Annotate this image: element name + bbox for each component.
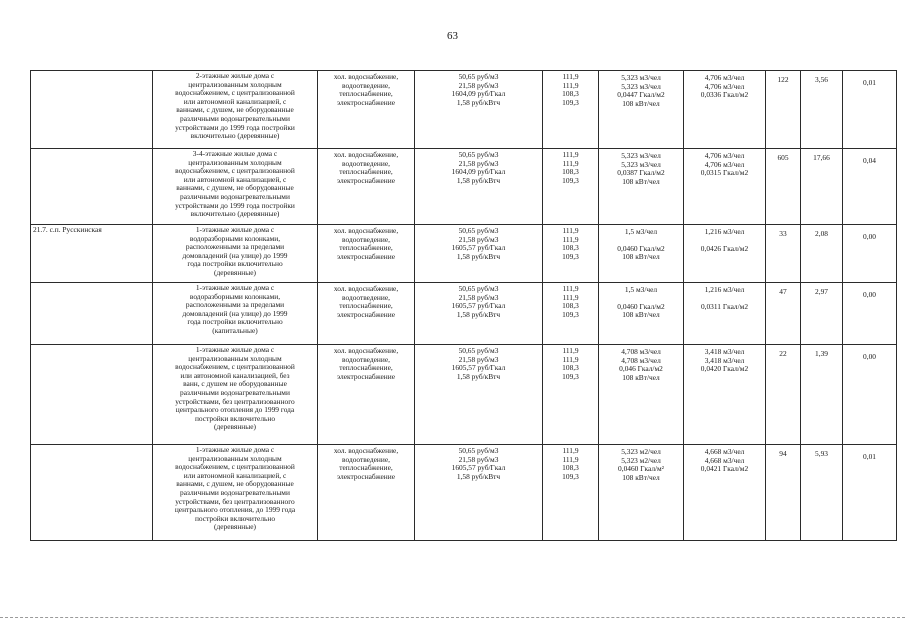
- norm-current-line: 0,0460 Гкал/м2: [617, 301, 665, 311]
- coef-cell: [843, 283, 897, 345]
- description-line: централизованным холодным: [188, 353, 282, 363]
- value-text: 17,66: [813, 153, 830, 162]
- tariffs-line: 50,65 руб/м3: [458, 346, 499, 355]
- norm-current-line: 1,5 м3/чел: [624, 227, 658, 236]
- norm-current-line: 108 кВт/чел: [622, 372, 660, 382]
- settlement-cell: [31, 445, 153, 541]
- tariffs-cell: [415, 445, 543, 541]
- indices-line: 108,3: [562, 301, 579, 311]
- services-line: теплоснабжение,: [339, 243, 393, 253]
- table-row: [31, 225, 897, 283]
- services-line: электроснабжение: [337, 251, 395, 261]
- indices-cell: [543, 445, 599, 541]
- description-line: различными водонагревательными: [180, 487, 290, 497]
- tariffs-line: 21,58 руб/м3: [458, 454, 499, 464]
- count-cell: [766, 345, 801, 445]
- value-cell: [801, 225, 843, 283]
- indices-line: 111,9: [562, 72, 579, 81]
- services-line: хол. водоснабжение,: [333, 150, 399, 159]
- tariffs-line: 21,58 руб/м3: [458, 80, 499, 90]
- norm-current-cell: [599, 225, 684, 283]
- norm-new-cell: [684, 283, 766, 345]
- tariffs-line: 1605,57 руб/Гкал: [451, 301, 506, 311]
- norm-current-line: 108 кВт/чел: [622, 472, 660, 482]
- indices-line: 108,3: [562, 363, 579, 373]
- services-line: теплоснабжение,: [339, 89, 393, 99]
- description-line: 1-этажные жилые дома с: [195, 283, 275, 292]
- value-cell: [801, 283, 843, 345]
- description-line: 1-этажные жилые дома с: [195, 345, 275, 354]
- indices-line: 111,9: [562, 284, 579, 293]
- norm-new-line: 3,418 м3/чел: [704, 355, 745, 365]
- tariffs-cell: [415, 283, 543, 345]
- description-line: различными водонагревательными: [180, 113, 290, 123]
- norm-current-line: 5,323 м3/чел: [621, 73, 661, 82]
- indices-cell: [543, 283, 599, 345]
- services-line: хол. водоснабжение,: [333, 72, 399, 81]
- description-line: водоразборными колонками,: [189, 233, 281, 243]
- value-cell: [801, 445, 843, 541]
- coef-cell: [843, 345, 897, 445]
- settlement-cell: [31, 225, 153, 283]
- description-line: водоснабжением, с централизованной: [175, 88, 295, 98]
- services-line: электроснабжение: [337, 371, 395, 381]
- norm-current-line: 5,323 м2/чел: [621, 455, 661, 465]
- tariffs-line: 1604,09 руб/Гкал: [451, 89, 506, 99]
- services-line: теплоснабжение,: [339, 363, 393, 373]
- indices-line: 111,9: [562, 226, 579, 235]
- count-cell: [766, 225, 801, 283]
- indices-cell: [543, 71, 599, 149]
- settlement-cell: [31, 71, 153, 149]
- tariffs-line: 1605,57 руб/Гкал: [451, 463, 506, 473]
- description-line: 3-4-этажные жилые дома с: [192, 149, 278, 158]
- description-line: водоснабжением, с централизованной: [175, 462, 295, 472]
- description-line: расположенными за пределами: [185, 300, 285, 310]
- tariffs-line: 50,65 руб/м3: [458, 226, 499, 235]
- value-text: 2,97: [815, 287, 828, 296]
- coef-cell: [843, 149, 897, 225]
- norm-current-line: 108 кВт/чел: [622, 252, 660, 262]
- norm-new-cell: [684, 345, 766, 445]
- description-line: различными водонагревательными: [180, 387, 290, 397]
- count-text: 605: [777, 153, 789, 162]
- description-line: или автономной канализацией, без: [180, 370, 290, 380]
- services-line: водоотведение,: [342, 354, 390, 364]
- settlement-text: [33, 346, 150, 354]
- count-text: 22: [779, 349, 787, 358]
- description-line: централизованным холодным: [188, 453, 282, 463]
- settlement-text: 21.7. с.п. Русскинская: [33, 225, 102, 234]
- description-cell: [153, 345, 318, 445]
- indices-cell: [543, 225, 599, 283]
- settlement-cell: [31, 345, 153, 445]
- norm-current-line: 0,0460 Гкал/м²: [618, 464, 664, 474]
- indices-line: 109,3: [562, 175, 579, 185]
- tariffs-line: 1605,57 руб/Гкал: [451, 243, 506, 253]
- description-cell: [153, 283, 318, 345]
- indices-line: 108,3: [562, 463, 579, 473]
- description-line: постройки включительно: [194, 413, 276, 423]
- value-cell: [801, 345, 843, 445]
- indices-line: 111,9: [562, 454, 579, 464]
- description-cell: [153, 71, 318, 149]
- norm-current-line: 108 кВт/чел: [622, 98, 660, 108]
- norm-current-cell: [599, 283, 684, 345]
- description-line: домовладений (на улице) до 1999: [182, 308, 288, 318]
- coef-cell: [843, 71, 897, 149]
- norm-current-line: 108 кВт/чел: [622, 176, 660, 186]
- description-line: центрального отопления, до 1999 года: [174, 505, 296, 515]
- tariffs-line: 1,58 руб/кВтч: [456, 251, 501, 261]
- description-cell: [153, 149, 318, 225]
- indices-line: 109,3: [562, 371, 579, 381]
- indices-line: 111,9: [562, 234, 579, 244]
- description-line: постройки включительно: [194, 513, 276, 523]
- description-line: центрального отопления до 1999 года: [175, 405, 295, 415]
- services-line: хол. водоснабжение,: [333, 446, 399, 455]
- table-row: [31, 445, 897, 541]
- services-line: теплоснабжение,: [339, 301, 393, 311]
- tariffs-line: 50,65 руб/м3: [458, 72, 499, 81]
- tariffs-line: 50,65 руб/м3: [458, 446, 499, 455]
- description-line: водоснабжением, с централизованной: [175, 362, 295, 372]
- indices-cell: [543, 345, 599, 445]
- value-text: 2,08: [815, 229, 828, 238]
- description-line: централизованным холодным: [188, 79, 282, 89]
- norm-new-cell: [684, 225, 766, 283]
- description-line: ваннами, с душем, не оборудованные: [176, 479, 294, 489]
- value-cell: [801, 71, 843, 149]
- description-line: или автономной канализацией, с: [183, 174, 287, 184]
- indices-line: 111,9: [562, 346, 579, 355]
- description-line: ваннами, с душем, не оборудованные: [176, 105, 294, 115]
- table-row: [31, 149, 897, 225]
- tariffs-line: 1,58 руб/кВтч: [456, 471, 501, 481]
- settlement-cell: [31, 283, 153, 345]
- services-line: теплоснабжение,: [339, 463, 393, 473]
- value-text: 5,93: [815, 449, 828, 458]
- description-line: или автономной канализацией, с: [183, 470, 287, 480]
- description-line: включительно (деревянные): [190, 131, 280, 141]
- norm-current-line: 5,323 м3/чел: [621, 159, 661, 169]
- norm-current-cell: [599, 345, 684, 445]
- services-line: электроснабжение: [337, 309, 395, 319]
- settlement-text: [33, 150, 150, 158]
- norm-new-line: 0,0426 Гкал/м2: [700, 243, 749, 253]
- indices-line: 109,3: [562, 97, 579, 107]
- norm-current-line: 0,0447 Гкал/м2: [617, 90, 665, 100]
- count-cell: [766, 283, 801, 345]
- indices-line: 108,3: [562, 89, 579, 99]
- value-cell: [801, 149, 843, 225]
- description-line: (капитальные): [212, 325, 258, 335]
- table-row: [31, 71, 897, 149]
- services-cell: [318, 225, 415, 283]
- page-number: 63: [447, 30, 458, 42]
- description-line: 2-этажные жилые дома с: [195, 71, 275, 80]
- indices-line: 111,9: [562, 446, 579, 455]
- tariffs-cell: [415, 149, 543, 225]
- norm-current-line: 4,708 м3/чел: [621, 355, 661, 365]
- norm-new-line: 0,0336 Гкал/м2: [700, 90, 749, 100]
- norm-current-line: 1,5 м3/чел: [624, 285, 658, 294]
- description-line: устройствами до 1999 года постройки: [175, 122, 295, 132]
- services-line: хол. водоснабжение,: [333, 226, 399, 235]
- norm-current-line: 5,323 м3/чел: [621, 81, 661, 91]
- description-cell: [153, 445, 318, 541]
- norm-current-cell: [599, 149, 684, 225]
- count-cell: [766, 149, 801, 225]
- norm-new-line: 0,0420 Гкал/м2: [700, 364, 749, 374]
- bottom-rule: [0, 617, 905, 618]
- services-line: хол. водоснабжение,: [333, 346, 399, 355]
- value-text: 1,39: [815, 349, 828, 358]
- services-line: хол. водоснабжение,: [333, 284, 399, 293]
- coef-text: 0,01: [863, 78, 876, 87]
- description-line: домовладений (на улице) до 1999: [182, 250, 288, 260]
- norm-current-line: 0,0460 Гкал/м2: [617, 243, 665, 253]
- count-text: 122: [777, 75, 789, 84]
- description-line: расположенными за пределами: [185, 242, 285, 252]
- indices-line: 111,9: [562, 158, 579, 168]
- indices-line: 111,9: [562, 292, 579, 302]
- norm-current-cell: [599, 445, 684, 541]
- description-line: устройствами, без централизованного: [175, 496, 295, 506]
- description-line: устройствами до 1999 года постройки: [175, 200, 295, 210]
- indices-line: 109,3: [562, 471, 579, 481]
- description-line: или автономной канализацией, с: [183, 96, 287, 106]
- services-line: водоотведение,: [342, 80, 390, 90]
- norm-current-line: 5,323 м2/чел: [621, 447, 661, 456]
- norm-new-line: 1,216 м3/чел: [704, 285, 745, 294]
- services-line: электроснабжение: [337, 97, 395, 107]
- services-line: электроснабжение: [337, 175, 395, 185]
- tariffs-line: 50,65 руб/м3: [458, 284, 499, 293]
- services-cell: [318, 345, 415, 445]
- norm-new-line: 0,0311 Гкал/м2: [700, 301, 749, 311]
- indices-line: 111,9: [562, 80, 579, 90]
- description-line: централизованным холодным: [188, 157, 282, 167]
- description-cell: [153, 225, 318, 283]
- services-cell: [318, 149, 415, 225]
- description-line: 1-этажные жилые дома с: [195, 445, 275, 454]
- norm-new-line: 0,0315 Гкал/м2: [700, 168, 749, 178]
- description-line: ванн, с душем не оборудованные: [183, 379, 287, 389]
- norm-new-line: 3,418 м3/чел: [704, 347, 745, 356]
- indices-line: 111,9: [562, 150, 579, 159]
- tariffs-line: 1,58 руб/кВтч: [456, 309, 501, 319]
- norm-new-line: 0,0421 Гкал/м2: [700, 464, 749, 474]
- indices-line: 108,3: [562, 167, 579, 177]
- norm-current-cell: [599, 71, 684, 149]
- services-cell: [318, 71, 415, 149]
- count-text: 47: [779, 287, 787, 296]
- tariffs-line: 1,58 руб/кВтч: [456, 97, 501, 107]
- settlement-cell: [31, 149, 153, 225]
- coef-text: 0,00: [863, 352, 876, 361]
- description-line: различными водонагревательными: [180, 191, 290, 201]
- tariffs-cell: [415, 345, 543, 445]
- tariffs-line: 1,58 руб/кВтч: [456, 371, 501, 381]
- indices-line: 109,3: [562, 251, 579, 261]
- services-cell: [318, 283, 415, 345]
- description-line: 1-этажные жилые дома с: [195, 225, 275, 234]
- table-row: [31, 345, 897, 445]
- services-line: водоотведение,: [342, 454, 390, 464]
- indices-line: 109,3: [562, 309, 579, 319]
- tariffs-line: 1604,09 руб/Гкал: [451, 167, 506, 177]
- norm-current-line: 5,323 м3/чел: [621, 151, 661, 160]
- norm-new-cell: [684, 149, 766, 225]
- count-cell: [766, 71, 801, 149]
- services-cell: [318, 445, 415, 541]
- tariffs-cell: [415, 225, 543, 283]
- services-line: электроснабжение: [337, 471, 395, 481]
- indices-line: 111,9: [562, 354, 579, 364]
- coef-text: 0,04: [863, 156, 876, 165]
- description-line: ваннами, с душем, не оборудованные: [176, 183, 294, 193]
- coef-text: 0,00: [863, 290, 876, 299]
- tariffs-cell: [415, 71, 543, 149]
- coef-text: 0,00: [863, 232, 876, 241]
- count-cell: [766, 445, 801, 541]
- count-text: 94: [779, 449, 787, 458]
- services-line: водоотведение,: [342, 234, 390, 244]
- description-line: года постройки включительно: [187, 317, 283, 327]
- description-line: года постройки включительно: [187, 259, 283, 269]
- norm-current-line: 108 кВт/чел: [622, 310, 660, 320]
- description-line: (деревянные): [214, 522, 256, 532]
- description-line: (деревянные): [214, 267, 256, 277]
- tariffs-line: 21,58 руб/м3: [458, 158, 499, 168]
- coef-cell: [843, 225, 897, 283]
- norm-current-line: 0,046 Гкал/м2: [619, 364, 663, 374]
- tariffs-line: 21,58 руб/м3: [458, 354, 499, 364]
- description-line: водоснабжением, с централизованной: [175, 166, 295, 176]
- tariffs-line: 50,65 руб/м3: [458, 150, 499, 159]
- tariffs-line: 1,58 руб/кВтч: [456, 175, 501, 185]
- settlement-text: [33, 284, 150, 292]
- norm-new-line: 4,668 м3/чел: [704, 447, 745, 456]
- coef-text: 0,01: [863, 452, 876, 461]
- description-line: включительно (деревянные): [190, 209, 280, 219]
- indices-line: 108,3: [562, 243, 579, 253]
- coef-cell: [843, 445, 897, 541]
- tariff-table: [30, 70, 897, 541]
- norm-new-line: 4,706 м3/чел: [704, 151, 745, 160]
- services-line: теплоснабжение,: [339, 167, 393, 177]
- norm-new-cell: [684, 445, 766, 541]
- services-line: водоотведение,: [342, 292, 390, 302]
- description-line: водоразборными колонками,: [189, 291, 281, 301]
- description-line: (деревянные): [214, 422, 256, 432]
- count-text: 33: [779, 229, 787, 238]
- tariffs-line: 21,58 руб/м3: [458, 292, 499, 302]
- settlement-text: [33, 72, 150, 80]
- settlement-text: [33, 446, 150, 454]
- norm-new-line: 4,706 м3/чел: [704, 81, 745, 91]
- norm-new-line: 4,706 м3/чел: [704, 73, 745, 82]
- norm-new-cell: [684, 71, 766, 149]
- norm-new-line: 1,216 м3/чел: [704, 227, 745, 236]
- norm-new-line: 4,706 м3/чел: [704, 159, 745, 169]
- value-text: 3,56: [815, 75, 828, 84]
- description-line: устройствами, без централизованного: [175, 396, 295, 406]
- tariffs-line: 21,58 руб/м3: [458, 234, 499, 244]
- norm-new-line: 4,668 м3/чел: [704, 455, 745, 465]
- tariffs-line: 1605,57 руб/Гкал: [451, 363, 506, 373]
- indices-cell: [543, 149, 599, 225]
- norm-current-line: 0,0387 Гкал/м2: [617, 168, 665, 178]
- norm-current-line: 4,708 м3/чел: [621, 347, 661, 356]
- table-row: [31, 283, 897, 345]
- services-line: водоотведение,: [342, 158, 390, 168]
